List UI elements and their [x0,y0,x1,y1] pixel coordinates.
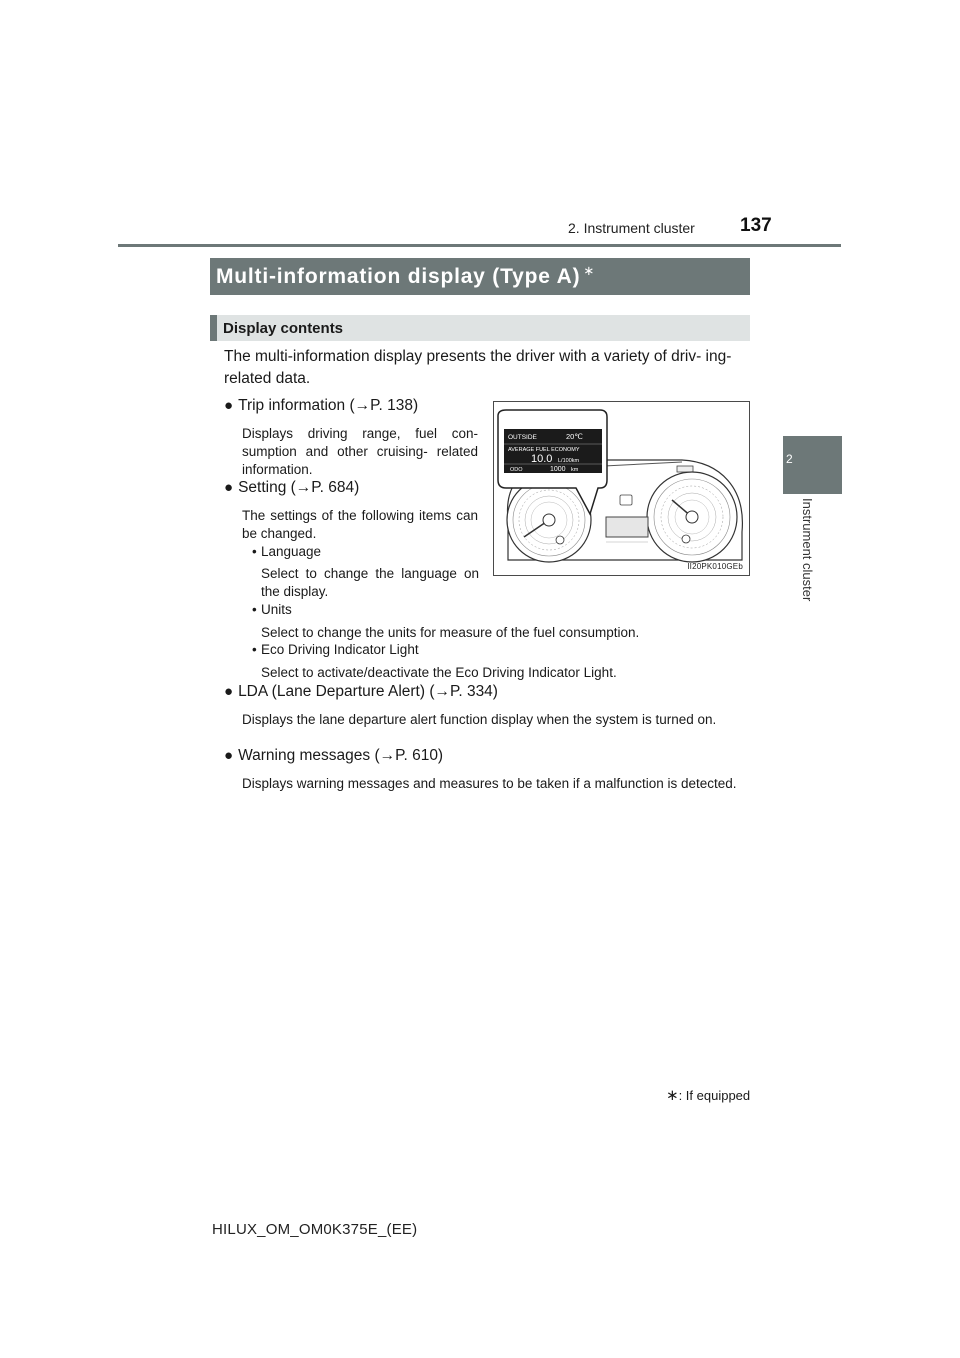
running-header-section: 2. Instrument cluster [568,220,695,236]
language-description: Select to change the language on the display. [261,566,479,599]
eco-driving-description: Select to activate/deactivate the Eco Driving Indicator Light. [261,665,617,680]
trip-information-description: Displays driving range, fuel con- sumption and other cruising- related information. [242,426,478,477]
list-item-setting: ● Setting (→P. 684) [224,479,360,496]
bullet-dot-icon: ● [224,479,234,496]
units-description: Select to change the units for measure of the fuel consumption. [261,625,640,640]
asterisk-icon: ∗ [583,262,595,278]
odo-value: 1000 [550,466,566,473]
subheading-text: Display contents [223,319,344,337]
setting-item-units: • Units [252,602,292,617]
economy-value: 10.0 [531,453,553,465]
warning-messages-description: Displays warning messages and measures to be taken if a malfunction is detected. [242,776,737,791]
list-item-warning-messages: ● Warning messages (→P. 610) [224,747,444,764]
bullet-dot-icon: ● [224,747,234,764]
odo-label: ODO [510,467,523,473]
tachometer-gauge [647,472,737,562]
header-rule [118,244,841,247]
page-number: 137 [740,215,772,236]
footer-manual-code: HILUX_OM_OM0K375E_(EE) [212,1221,418,1238]
footnote: ∗: If equipped [666,1087,751,1104]
chapter-tab-number: 2 [786,452,793,466]
subheading [210,315,750,341]
outside-temp: 20℃ [566,432,583,441]
setting-item-eco-driving: • Eco Driving Indicator Light [252,642,419,657]
section-title-text: Multi-information display (Type A) [216,264,581,288]
intro-paragraph: The multi-information display presents the driver with a variety of driv- ing-related data. [224,348,732,387]
economy-label: AVERAGE FUEL ECONOMY [508,447,580,453]
economy-unit: L/100km [558,458,580,464]
instrument-cluster-illustration [494,402,750,576]
instrument-cluster-figure [493,401,750,576]
setting-description: The settings of the following items can be changed. [242,508,478,541]
section-title [210,258,750,295]
odo-unit: km [571,467,579,473]
figure-code: II20PK010GEb [687,562,743,571]
bullet-dot-icon: ● [224,397,234,414]
list-item-lda: ● LDA (Lane Departure Alert) (→P. 334) [224,683,498,700]
list-item-trip-information: ● Trip information (→P. 138) [224,397,419,414]
asterisk-icon: ∗ [666,1087,679,1104]
bullet-dot-icon: ● [224,683,234,700]
setting-item-language: • Language [252,544,322,559]
outside-label: OUTSIDE [508,434,537,441]
lda-description: Displays the lane departure alert function display when the system is turned on. [242,712,717,727]
chapter-tab-label: Instrument cluster [800,498,815,602]
